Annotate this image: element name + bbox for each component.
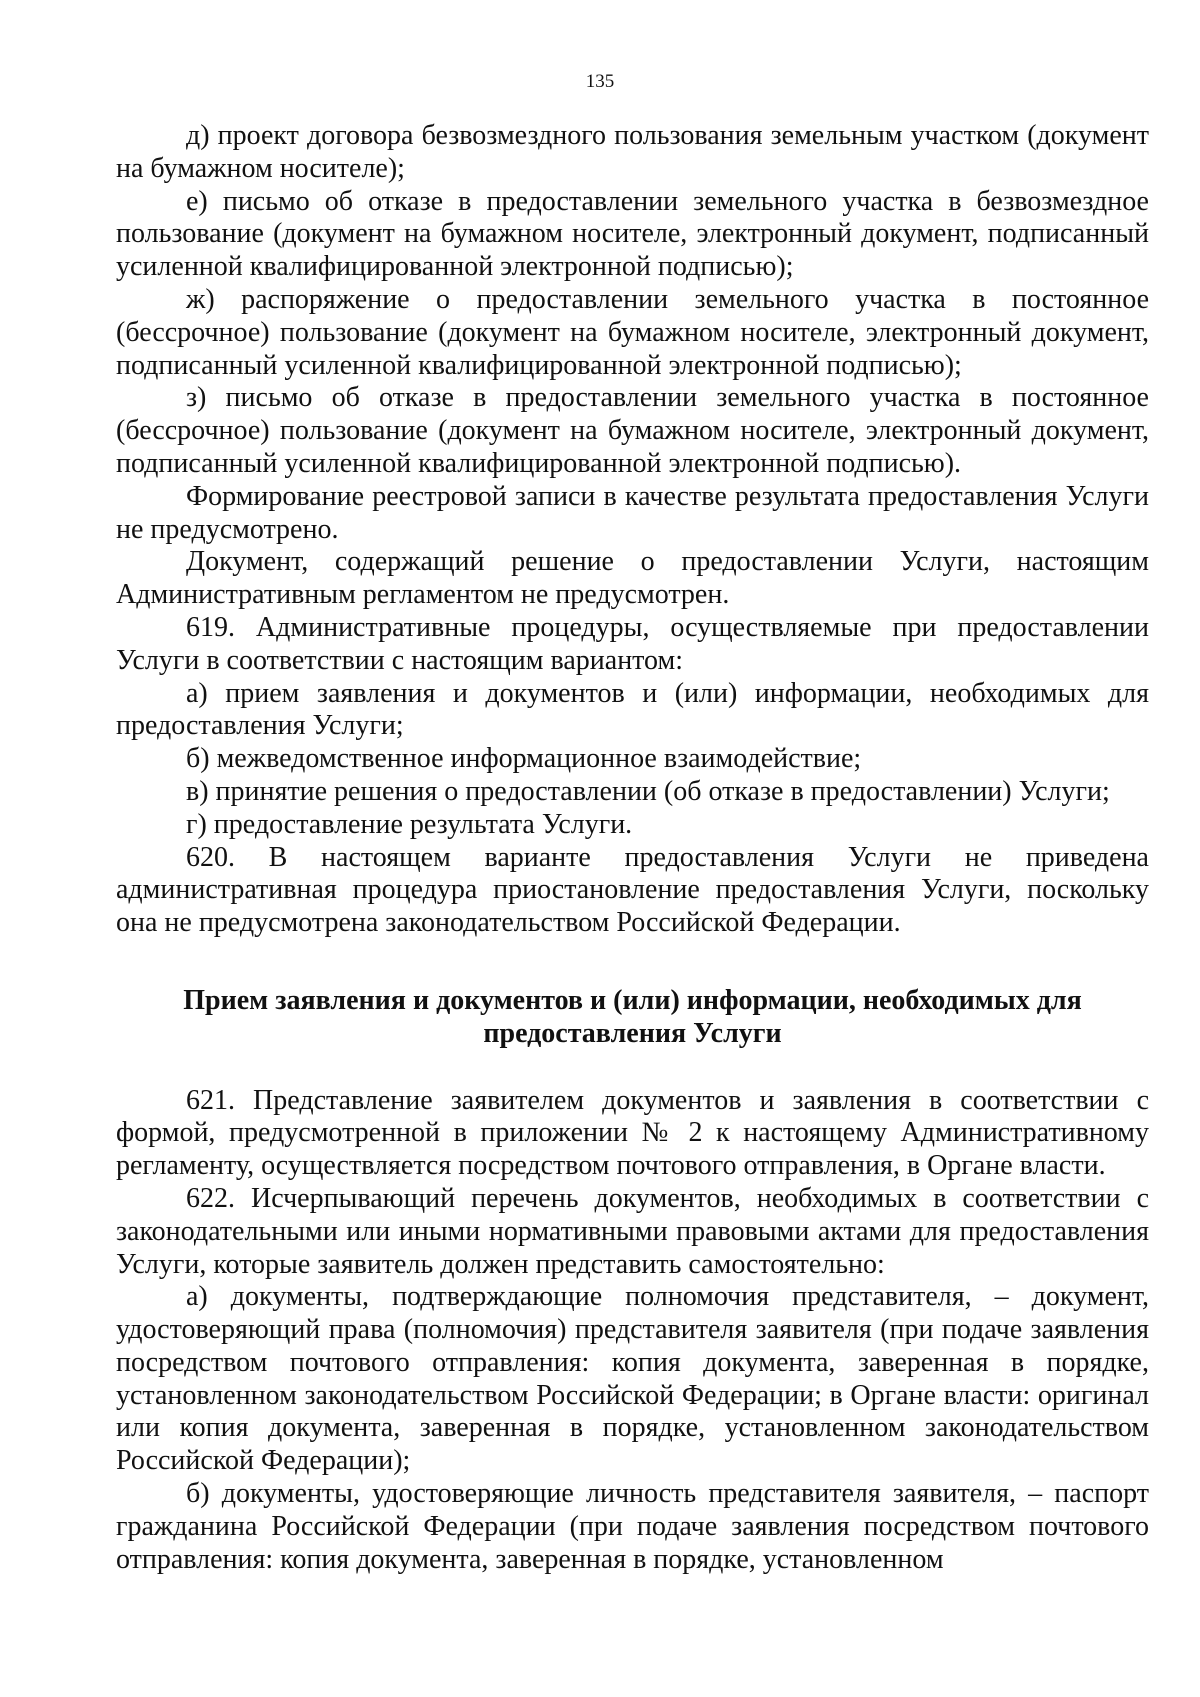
paragraph-622: 622. Исчерпывающий перечень документов, необходимых в соответствии с законодательными или иными нормативными правовыми актами для предоставления Услуги, которые заявитель должен представить самостоятельно: [116,1182,1149,1280]
paragraph-620: 620. В настоящем варианте предоставления Услуги не приведена административная процедура приостановление предоставления Услуги, поскольку она не предусмотрена законодательством Российской Федерации. [116,841,1149,939]
section-heading: Прием заявления и документов и (или) информации, необходимых для предоставления Услуги [183,984,1082,1049]
paragraph-decision-document: Документ, содержащий решение о предоставлении Услуги, настоящим Административным регламентом не предусмотрен. [116,546,1149,611]
paragraph-622-b: б) документы, удостоверяющие личность представителя заявителя, – паспорт гражданина Российской Федерации (при подаче заявления посредством почтового отправления: копия документа, заверенная в порядке, установленном [116,1478,1149,1575]
paragraph-registry-record: Формирование реестровой записи в качестве результата предоставления Услуги не предусмотрено. [116,480,1149,545]
paragraph-d: д) проект договора безвозмездного пользования земельным участком (документ на бумажном носителе); [116,120,1149,184]
page-number: 135 [585,71,615,92]
paragraph-619-b: б) межведомственное информационное взаимодействие; [186,743,862,775]
paragraph-619-a: а) прием заявления и документов и (или) информации, необходимых для предоставления Услуги; [116,677,1149,742]
document-body [116,120,1149,1576]
paragraph-619-v: в) принятие решения о предоставлении (об отказе в предоставлении) Услуги; [186,775,1110,807]
paragraph-619: 619. Административные процедуры, осуществляемые при предоставлении Услуги в соответствии с настоящим вариантом: [116,611,1149,676]
paragraph-z: з) письмо об отказе в предоставлении земельного участка в постоянное (бессрочное) пользование (документ на бумажном носителе, электронный документ, подписанный усиленной квалифицированной электронной подписью). [116,382,1149,479]
paragraph-zh: ж) распоряжение о предоставлении земельного участка в постоянное (бессрочное) пользование (документ на бумажном носителе, электронный документ, подписанный усиленной квалифицированной электронной подписью); [116,283,1149,381]
paragraph-e: е) письмо об отказе в предоставлении земельного участка в безвозмездное пользование (документ на бумажном носителе, электронный документ, подписанный усиленной квалифицированной электронной подписью); [116,185,1149,283]
paragraph-619-g: г) предоставление результата Услуги. [186,808,633,840]
paragraph-622-a: а) документы, подтверждающие полномочия представителя, – документ, удостоверяющий права (полномочия) представителя заявителя (при подаче заявления посредством почтового отправления: копия документа, заверенная в порядке, установленном законодательством Российской Федерации; в Органе власти: оригинал или копия документа, заверенная в порядке, установленном законодательством Российской Федерации); [116,1281,1149,1477]
paragraph-621: 621. Представление заявителем документов и заявления в соответствии с формой, предусмотренной в приложении № 2 к настоящему Административному регламенту, осуществляется посредством почтового отправления, в Органе власти. [116,1084,1149,1182]
